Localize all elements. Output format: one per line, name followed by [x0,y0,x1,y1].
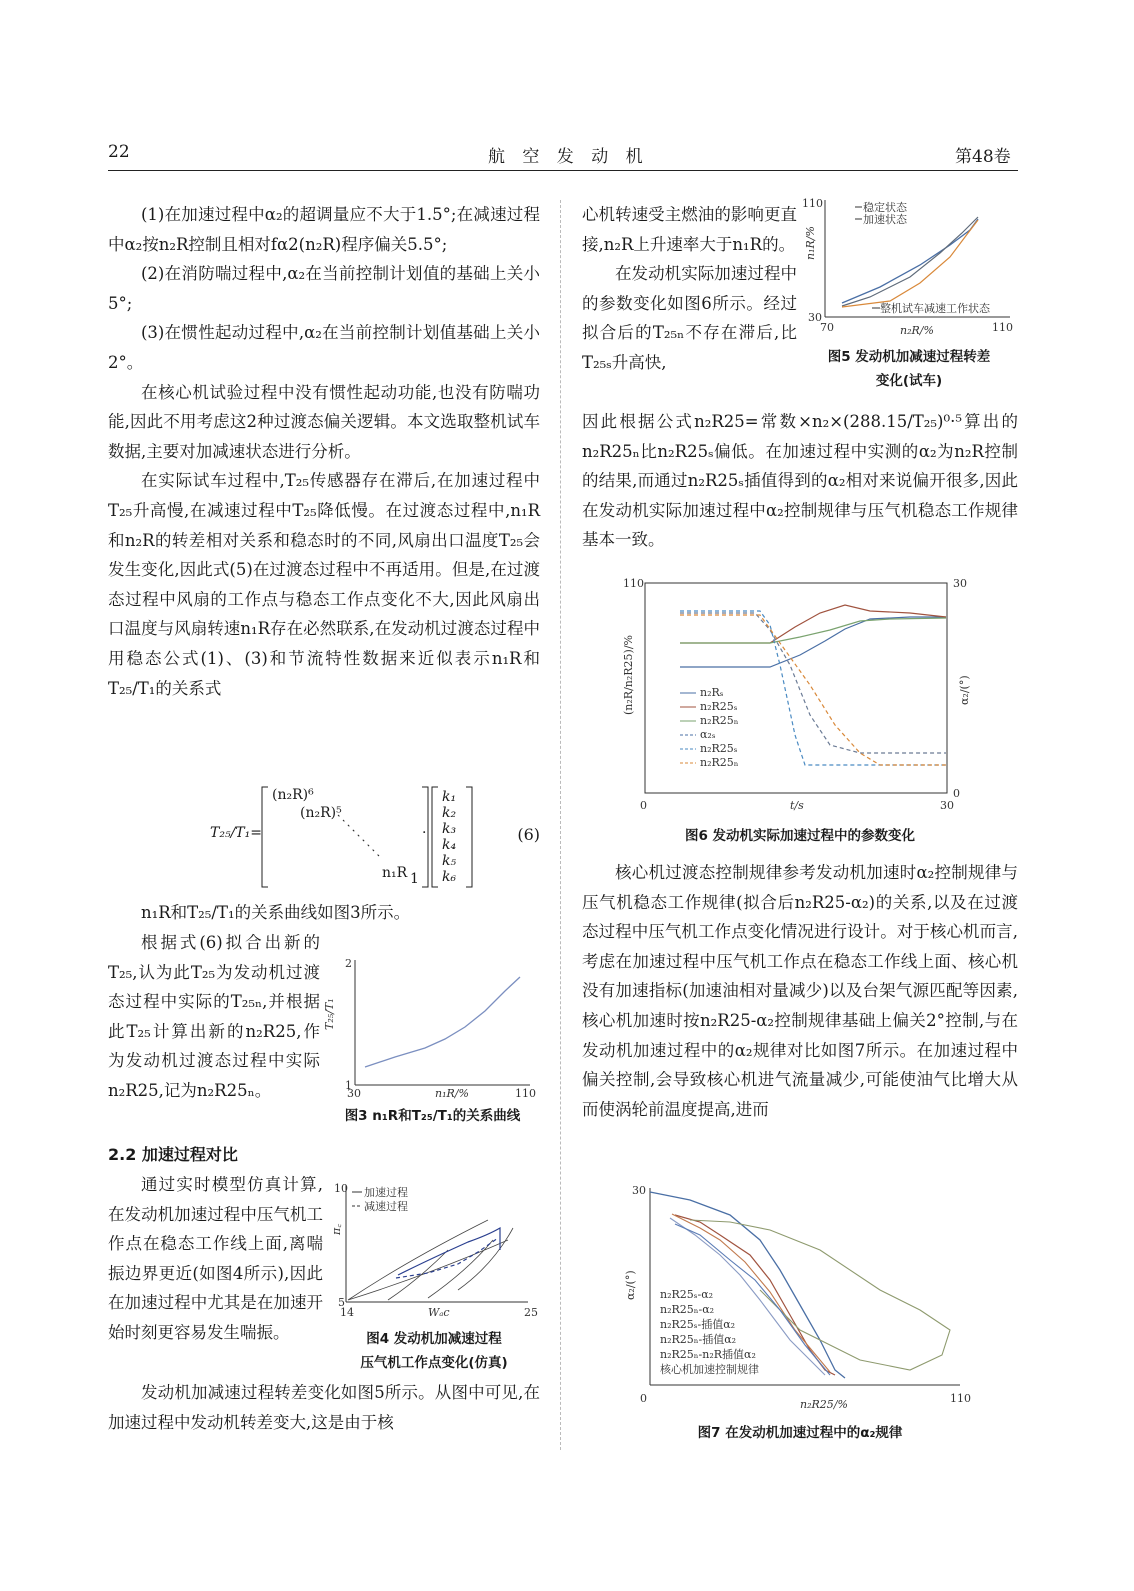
fig3-ylabel: T₂₅/T₁ [323,998,336,1030]
left-column-p7 [108,928,320,1106]
section-heading: 2.2 加速过程对比 [108,1145,238,1164]
left-column-top [108,200,540,703]
equation-6: T₂₅/T₁= (n₂R)⁶ (n₂R)⁵ n₁R 1 · k₁ k₂ k₃ k₄ k₅ k₆ (6) [210,785,540,890]
fig4-accel-curve [398,1228,500,1275]
figure-6 [620,575,980,860]
fig6-ylabel-right: α₂/(°) [958,675,971,705]
k-entry: k₃ [442,821,457,837]
figure-5 [800,195,1018,395]
paragraph: 因此根据公式n₂R25=常数×n₂×(288.15/T₂₅)⁰·⁵算出的n₂R25ₙ比n₂R25ₛ偏低。在加速过程中实测的α₂为n₂R控制的结果,而通过n₂R25ₛ插值得到的α₂相对来说偏开很多,因此在发动机实际加速过程中α₂控制规律与压气机稳态工作规律基本一致。 [582,412,1018,550]
fig5-caption-line: 变化(试车) [875,373,943,389]
fig3-curve [365,977,520,1067]
left-column-p9 [108,1378,540,1437]
fig7-legend-label: 核心机加速控制规律 [660,1363,759,1376]
fig6-ylabel-left: (n₂R/n₂R25)/% [622,635,635,715]
fig3-ytick: 1 [345,1079,352,1092]
fig5-caption [800,345,1018,393]
k-entry: k₄ [442,837,457,853]
fig5-xlabel: n₂R/% [900,324,934,337]
fig6-yrtick: 30 [953,577,967,590]
right-column-p1 [582,200,797,378]
fig5-legend-label: 整机试车减速工作状态 [880,302,990,315]
fig4-ytick: 5 [338,1296,345,1309]
fig6-series-n2rs [680,617,946,667]
fig6-legend-label: n₂R25ₛ [700,742,738,755]
paragraph: (1)在加速过程中α₂的超调量应不大于1.5°;在减速过程中α₂按n₂R控制且相对fα2(n₂R)程序偏关5.5°; [108,205,540,254]
paragraph: (2)在消防喘过程中,α₂在当前控制计划值的基础上关小5°; [108,264,540,313]
fig6-legend-label: α₂ₛ [700,728,716,741]
fig6-xtick: 0 [640,799,647,812]
fig6-legend-label: n₂R25ₙ [700,756,739,769]
fig6-series-n2r25s [680,605,946,643]
fig5-ytick: 30 [808,311,822,324]
fig4-xlabel: Wₐc [428,1306,450,1319]
paragraph: 心机转速受主燃油的影响更直接,n₂R上升速率大于n₁R的。 [582,205,797,254]
paragraph: 发动机加减速过程转差变化如图5所示。从图中可见,在加速过程中发动机转差变大,这是由于核 [108,1383,540,1432]
fig7-legend-label: n₂R25ₛ-插值α₂ [660,1318,736,1331]
fig5-caption-line: 图5 发动机加减速过程转差 [827,349,991,365]
fig3-caption: 图3 n₁R和T₂₅/T₁的关系曲线 [344,1108,521,1124]
fig4-legend-label: 加速过程 [364,1186,408,1199]
left-column-p6 [108,898,540,928]
fig6-xlabel: t/s [790,799,804,812]
fig3-plot [323,955,540,1100]
fig3-xtick: 110 [515,1087,536,1100]
fig6-plot [620,575,980,825]
paragraph: 在核心机试验过程中没有惯性起动功能,也没有防喘功能,因此不用考虑这2种过渡态偏关逻辑。本文选取整机试车数据,主要对加减速状态进行分析。 [108,382,540,461]
fig4-xtick: 25 [524,1306,538,1319]
fig6-yltick: 110 [623,577,644,590]
fig6-caption: 图6 发动机实际加速过程中的参数变化 [684,828,916,844]
right-column-p3 [582,858,1018,1124]
equation-number: (6) [517,825,540,844]
fig4-speed-lines [348,1220,513,1300]
paragraph: 核心机过渡态控制规律参考发动机加速时α₂控制规律与压气机稳态工作规律(拟合后n₂R25-α₂)的关系,以及在过渡态过程中压气机工作点变化情况进行设计。对于核心机而言,考虑在加速过程中压气机工作点在稳态工作线上面、核心机没有加速指标(加速油相对量减少)以及台架气源匹配等因素,核心机加速时按n₂R25-α₂控制规律基础上偏关2°控制,与在发动机加速过程中的α₂规律对比如图7所示。在加速过程中偏关控制,会导致核心机进气流量减少,可能使油气比增大从而使涡轮前温度提高,进而 [582,863,1018,1119]
fig7-plot [620,1180,980,1415]
paragraph: 在发动机实际加速过程中的参数变化如图6所示。经过拟合后的T₂₅ₙ不存在滞后,比T₂₅ₛ升高快, [582,264,797,372]
fig6-yrtick: 0 [953,787,960,800]
fig5-steady-curve [842,219,978,303]
fig6-legend-label: n₂R25ₛ [700,700,738,713]
fig4-decel-curve [396,1238,498,1278]
equation-lhs: T₂₅/T₁= [210,825,262,841]
fig7-ytick: 30 [632,1184,646,1197]
fig4-caption [328,1327,540,1375]
fig5-xtick: 70 [820,321,834,334]
left-column-sec [108,1140,540,1170]
fig7-legend-label: n₂R25ₙ-n₂R插值α₂ [660,1348,756,1361]
k-entry: k₁ [442,789,457,805]
fig7-ylabel: α₂/(°) [624,1270,637,1300]
matrix-entry: (n₂R)⁵ [300,805,342,821]
fig4-ylabel: π꜀ [330,1223,343,1235]
fig5-legend-label: 加速状态 [863,213,907,226]
paragraph: 通过实时模型仿真计算,在发动机加速过程中压气机工作点在稳态工作线上面,离喘振边界更近(如图4所示),因此在加速过程中尤其是在加速开始时刻更容易发生喘振。 [108,1175,323,1342]
k-vector [442,789,456,885]
fig7-legend-label: n₂R25ₙ-插值α₂ [660,1333,737,1346]
matrix-entry: 1 [410,871,419,887]
fig7-xlabel: n₂R25/% [800,1398,848,1411]
fig4-ytick: 10 [334,1182,348,1195]
fig7-caption: 图7 在发动机加速过程中的α₂规律 [697,1425,903,1441]
paragraph: n₁R和T₂₅/T₁的关系曲线如图3所示。 [141,903,411,922]
fig6-series-n2r25n [680,618,946,643]
paragraph: 根据式(6)拟合出新的T₂₅,认为此T₂₅为发动机过渡态过程中实际的T₂₅ₙ,并根据此T₂₅计算出新的n₂R25,作为发动机过渡态过程中实际n₂R25,记为n₂R25ₙ。 [108,933,320,1100]
fig5-xtick: 110 [992,321,1013,334]
page-number: 22 [108,142,130,162]
fig7-legend-label: n₂R25ₙ-α₂ [660,1303,715,1316]
column-divider [560,200,561,1450]
figure-4 [328,1180,540,1380]
fig3-xlabel: n₁R/% [435,1087,469,1100]
matrix-entry: n₁R [382,865,408,881]
fig5-ytick: 110 [802,197,823,210]
right-column-p2b [582,407,1018,555]
fig5-ylabel: n₁R/% [804,226,817,260]
fig5-accel-curve [842,217,978,306]
journal-title: 航 空 发 动 机 [488,147,649,167]
fig6-legend-label: n₂R25ₙ [700,714,739,727]
k-entry: k₅ [442,853,457,869]
fig6-xtick: 30 [940,799,954,812]
k-entry: k₂ [442,805,457,821]
paragraph: 在实际试车过程中,T₂₅传感器存在滞后,在加速过程中T₂₅升高慢,在减速过程中T₂₅降低慢。在过渡态过程中,n₁R和n₂R的转差相对关系和稳态时的不同,风扇出口温度T₂₅会发生变化,因此式(5)在过渡态过程中不再适用。但是,在过渡态过程中风扇的工作点与稳态工作点变化不大,因此风扇出口温度与风扇转速n₁R存在必然联系,在发动机过渡态过程中用稳态公式(1)、(3)和节流特性数据来近似表示n₁R和T₂₅/T₁的关系式 [108,471,540,698]
fig4-caption-line: 图4 发动机加减速过程 [366,1331,502,1347]
fig4-caption-line: 压气机工作点变化(仿真) [360,1355,508,1371]
header-rule [108,170,1018,171]
fig3-xtick: 30 [347,1087,361,1100]
fig6-legend-label: n₂Rₛ [700,686,724,699]
paragraph: (3)在惯性起动过程中,α₂在当前控制计划值基础上关小2°。 [108,323,540,372]
fig4-xtick: 14 [340,1306,354,1319]
matrix-entry: (n₂R)⁶ [272,787,314,803]
volume-label: 第48卷 [955,147,1011,167]
figure-3 [325,955,540,1135]
fig3-ytick: 2 [345,957,352,970]
fig5-plot [800,195,1018,340]
fig4-legend-label: 减速过程 [364,1200,408,1213]
k-entry: k₆ [442,869,457,885]
fig7-xtick: 0 [640,1392,647,1405]
figure-7 [620,1180,980,1450]
fig7-legend-label: n₂R25ₛ-α₂ [660,1288,714,1301]
fig7-xtick: 110 [950,1392,971,1405]
left-column-p8 [108,1170,323,1348]
fig4-plot [328,1180,540,1320]
fig5-legend-label: 稳定状态 [863,201,907,214]
